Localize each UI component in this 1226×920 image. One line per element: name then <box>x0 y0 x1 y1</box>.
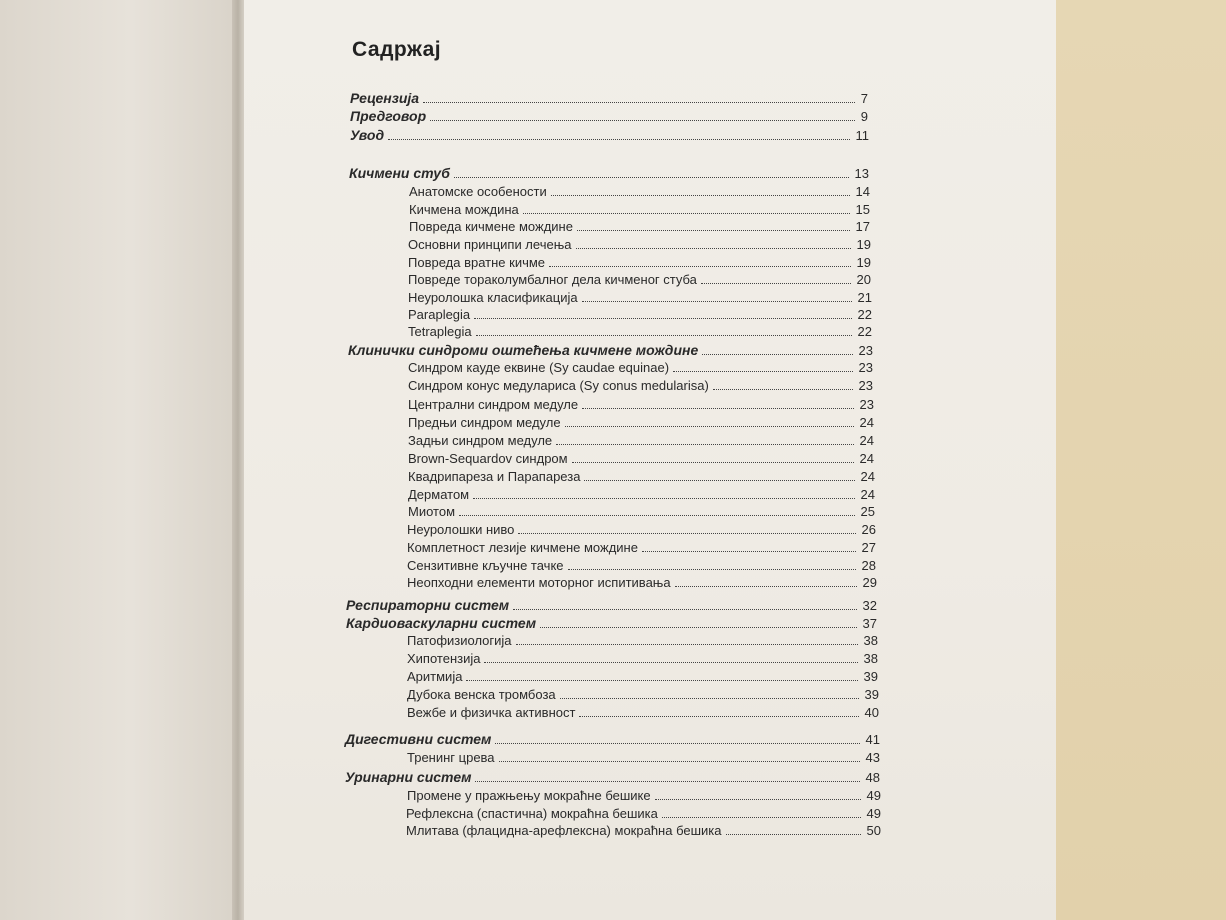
toc-entry-page-number: 37 <box>862 616 877 631</box>
toc-entry-label: Сензитивне кључне тачке <box>407 558 564 573</box>
toc-entry-page-number: 38 <box>863 633 878 648</box>
toc-entry-label: Дигестивни систем <box>345 731 492 747</box>
toc-entry-page-number: 49 <box>866 806 881 821</box>
dot-leader <box>582 408 853 409</box>
toc-entry <box>407 539 876 556</box>
toc-entry-page-number: 15 <box>855 202 870 217</box>
toc-entry <box>408 414 874 431</box>
dot-leader <box>388 139 849 140</box>
toc-entry-label: Тренинг црева <box>407 750 495 765</box>
toc-entry-page-number: 7 <box>860 91 868 106</box>
dot-leader <box>579 716 858 717</box>
toc-entry <box>349 165 869 182</box>
toc-entry <box>408 468 875 485</box>
toc-entry <box>408 254 871 271</box>
dot-leader <box>473 498 854 499</box>
toc-entry <box>345 731 880 748</box>
toc-entry-label: Рецензија <box>350 90 420 106</box>
toc-entry-page-number: 24 <box>860 487 875 502</box>
dot-leader <box>518 533 855 534</box>
toc-entry-label: Повреда вратне кичме <box>408 255 546 270</box>
toc-entry <box>409 183 870 200</box>
toc-entry-label: Хипотензија <box>407 651 481 666</box>
toc-entry-page-number: 29 <box>862 575 877 590</box>
toc-entry <box>408 271 871 288</box>
toc-entry-label: Задњи синдром медуле <box>408 433 553 448</box>
toc-entry-label: Увод <box>350 127 385 143</box>
dot-leader <box>576 248 851 249</box>
toc-entry <box>407 557 876 574</box>
toc-entry-page-number: 14 <box>855 184 870 199</box>
toc-entry-page-number: 48 <box>865 770 880 785</box>
toc-entry <box>408 289 872 306</box>
toc-entry <box>407 668 878 685</box>
toc-entry-page-number: 11 <box>855 128 869 143</box>
toc-entry-label: Brown-Sequardov синдром <box>408 451 568 466</box>
toc-entry <box>407 632 878 649</box>
dot-leader <box>726 834 861 835</box>
toc-entry-page-number: 13 <box>854 166 869 181</box>
toc-entry-label: Предњи синдром медуле <box>408 415 561 430</box>
toc-entry-page-number: 22 <box>857 324 872 339</box>
toc-entry-label: Дубока венска тромбоза <box>407 687 556 702</box>
dot-leader <box>549 266 851 267</box>
toc-entry-label: Кичмена мождина <box>409 202 519 217</box>
dot-leader <box>484 662 857 663</box>
toc-entry-page-number: 40 <box>864 705 879 720</box>
toc-entry <box>408 306 872 323</box>
toc-entry-page-number: 43 <box>865 750 880 765</box>
toc-entry-label: Аритмија <box>407 669 463 684</box>
toc-entry <box>408 503 875 520</box>
toc-entry-page-number: 19 <box>856 255 871 270</box>
toc-entry-page-number: 19 <box>856 237 871 252</box>
toc-entry-label: Квадрипареза и Парапареза <box>408 469 581 484</box>
dot-leader <box>642 551 856 552</box>
toc-entry-label: Неопходни елементи моторног испитивања <box>407 575 671 590</box>
toc-entry-label: Синдром кауде еквине (Sy caudae equinae) <box>408 360 670 375</box>
toc-entry <box>408 377 873 394</box>
toc-entry-page-number: 49 <box>866 788 881 803</box>
toc-entry <box>409 201 870 218</box>
toc-entry-label: Неуролошки ниво <box>407 522 515 537</box>
dot-leader <box>560 698 859 699</box>
dot-leader <box>556 444 853 445</box>
toc-entry-page-number: 21 <box>857 290 872 305</box>
toc-entry-label: Рефлексна (спастична) мокраћна бешика <box>406 806 658 821</box>
toc-entry-page-number: 22 <box>857 307 872 322</box>
toc-entry-page-number: 9 <box>860 109 868 124</box>
dot-leader <box>495 743 859 744</box>
dot-leader <box>523 213 850 214</box>
toc-entry <box>406 822 881 839</box>
page-title: Садржај <box>352 38 442 61</box>
toc-entry-label: Централни синдром медуле <box>408 397 579 412</box>
toc-entry <box>407 749 880 766</box>
dot-leader <box>475 781 859 782</box>
toc-entry <box>409 218 870 235</box>
dot-leader <box>459 515 855 516</box>
toc-entry-page-number: 17 <box>855 219 870 234</box>
toc-entry <box>348 342 873 359</box>
toc-entry-label: Миотом <box>408 504 456 519</box>
toc-entry <box>345 769 880 786</box>
toc-entry-label: Основни принципи лечења <box>408 237 572 252</box>
dot-leader <box>430 120 855 121</box>
dot-leader <box>499 761 860 762</box>
dot-leader <box>516 644 858 645</box>
toc-entry-label: Tetraplegia <box>408 324 472 339</box>
toc-entry <box>408 396 874 413</box>
toc-entry <box>346 597 877 614</box>
dot-leader <box>673 371 852 372</box>
toc-entry-label: Повреде тораколумбалног дела кичменог стуба <box>408 272 697 287</box>
dot-leader <box>474 318 851 319</box>
toc-entry-label: Вежбе и физичка активност <box>407 705 576 720</box>
toc-entry-label: Paraplegia <box>408 307 471 322</box>
toc-entry <box>407 686 879 703</box>
toc-entry <box>408 323 872 340</box>
toc-entry-page-number: 24 <box>859 451 874 466</box>
dot-leader <box>713 389 853 390</box>
toc-entry <box>407 787 881 804</box>
toc-entry-label: Дерматом <box>408 487 470 502</box>
toc-entry-label: Клинички синдроми оштећења кичмене мождине <box>348 342 699 358</box>
toc-entry-page-number: 23 <box>858 343 873 358</box>
toc-entry-label: Млитава (флацидна-арефлексна) мокраћна бешика <box>406 823 722 838</box>
toc-entry <box>350 90 868 107</box>
toc-entry-label: Кардиоваскуларни систем <box>346 615 537 631</box>
toc-entry <box>350 108 868 125</box>
dot-leader <box>423 102 855 103</box>
toc-entry-page-number: 24 <box>859 433 874 448</box>
toc-entry-label: Повреда кичмене мождине <box>409 219 573 234</box>
toc-entry-page-number: 23 <box>859 397 874 412</box>
toc-entry-label: Респираторни систем <box>346 597 510 613</box>
toc-entry-page-number: 39 <box>864 687 879 702</box>
toc-entry-page-number: 50 <box>866 823 881 838</box>
toc-entry <box>408 486 875 503</box>
toc-entry-page-number: 24 <box>860 469 875 484</box>
dot-leader <box>540 627 856 628</box>
dot-leader <box>551 195 850 196</box>
toc-entry-label: Патофизиологија <box>407 633 512 648</box>
toc-entry-page-number: 25 <box>860 504 875 519</box>
toc-entry <box>406 805 881 822</box>
dot-leader <box>675 586 857 587</box>
dot-leader <box>476 335 852 336</box>
toc-entry-page-number: 23 <box>858 360 873 375</box>
dot-leader <box>701 283 851 284</box>
dot-leader <box>454 177 849 178</box>
dot-leader <box>655 799 861 800</box>
toc-entry-label: Неуролошка класификација <box>408 290 578 305</box>
toc-entry-page-number: 32 <box>862 598 877 613</box>
toc-entry <box>408 359 873 376</box>
dot-leader <box>466 680 857 681</box>
toc-entry-label: Синдром конус медулариса (Sy conus medularisa) <box>408 378 709 393</box>
toc-entry-page-number: 38 <box>863 651 878 666</box>
toc-entry-page-number: 41 <box>865 732 880 747</box>
dot-leader <box>572 462 854 463</box>
toc-entry-label: Комплетност лезије кичмене мождине <box>407 540 638 555</box>
dot-leader <box>577 230 850 231</box>
dot-leader <box>513 609 856 610</box>
toc-entry-label: Предговор <box>350 108 427 124</box>
toc-entry <box>407 521 876 538</box>
toc-entry <box>346 615 877 632</box>
dot-leader <box>568 569 856 570</box>
toc-entry-page-number: 20 <box>856 272 871 287</box>
toc-entry-label: Уринарни систем <box>345 769 472 785</box>
toc-entry <box>408 450 874 467</box>
toc-entry-label: Анатомске особености <box>409 184 547 199</box>
toc-entry-page-number: 28 <box>861 558 876 573</box>
toc-entry-page-number: 23 <box>858 378 873 393</box>
toc-entry <box>350 127 869 144</box>
toc-entry-label: Промене у пражњењу мокраћне бешике <box>407 788 651 803</box>
dot-leader <box>582 301 852 302</box>
toc-entry <box>407 574 877 591</box>
toc-entry-label: Кичмени стуб <box>349 165 450 181</box>
dot-leader <box>565 426 854 427</box>
toc-entry <box>408 236 871 253</box>
toc-entry-page-number: 24 <box>859 415 874 430</box>
toc-entry-page-number: 26 <box>861 522 876 537</box>
dot-leader <box>702 354 852 355</box>
toc-entry <box>407 650 878 667</box>
toc-entry-page-number: 39 <box>863 669 878 684</box>
dot-leader <box>584 480 854 481</box>
toc-entry <box>407 704 879 721</box>
dot-leader <box>662 817 861 818</box>
toc-entry <box>408 432 874 449</box>
toc-entry-page-number: 27 <box>861 540 876 555</box>
